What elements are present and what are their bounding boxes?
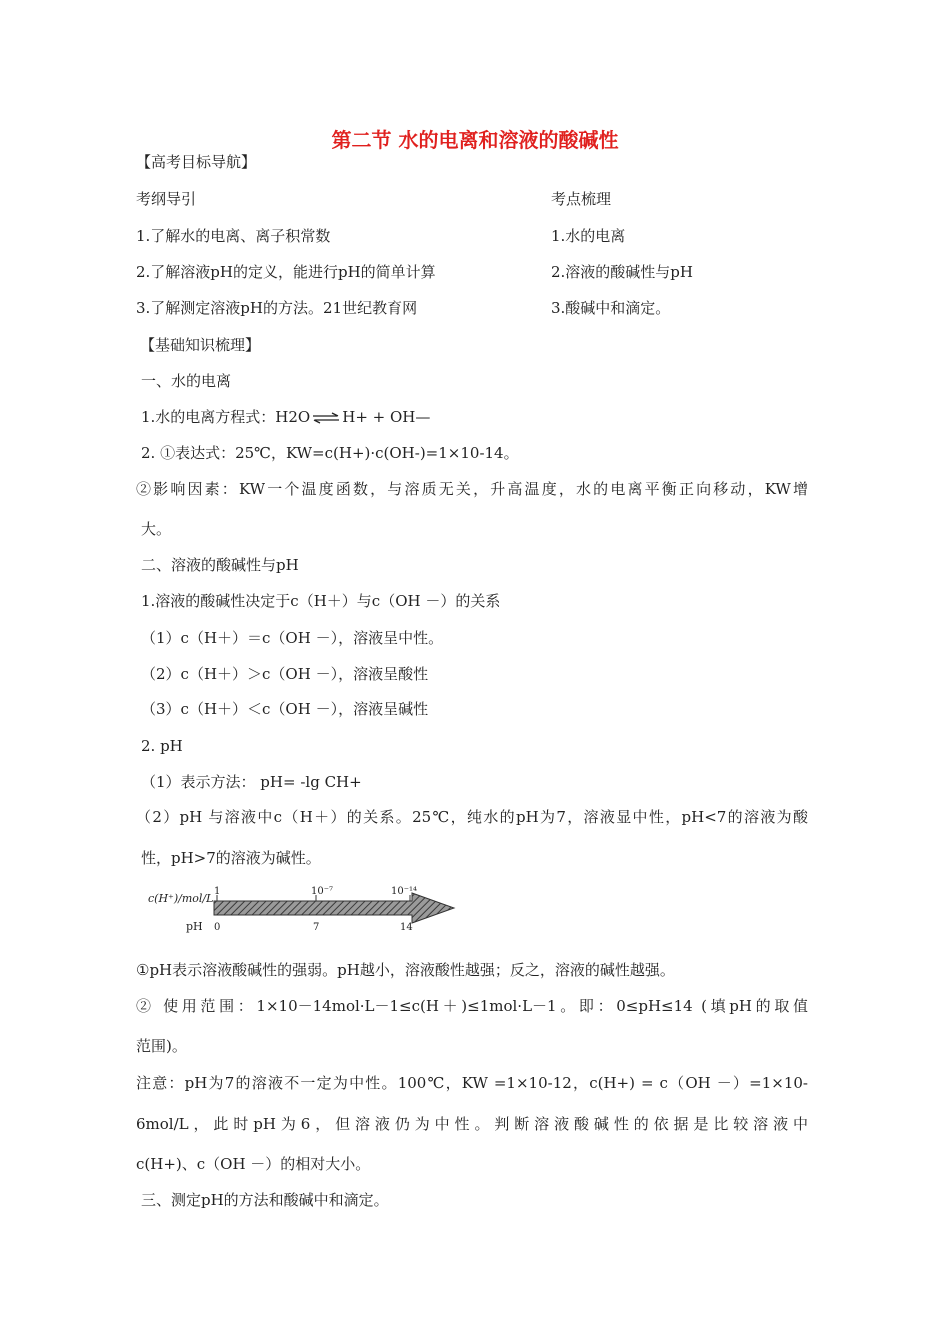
note-line-3: c(H+)、c（OH －）的相对大小。: [136, 1155, 371, 1173]
ph-tick-0: 0: [214, 922, 221, 933]
ch-tick-1: 1: [214, 886, 221, 897]
basic-heading: 【基础知识梳理】: [140, 336, 261, 354]
kw-factors-line-2: 大。: [141, 520, 172, 538]
left-item-2: 2.了解溶液pH的定义，能进行pH的简单计算: [136, 263, 436, 281]
kw-expression: 2. ①表达式：25℃，KW=c(H+)·c(OH-)=1×10-14。: [141, 444, 519, 462]
right-column-heading: 考点梳理: [551, 190, 612, 208]
ph-strength-note: ①pH表示溶液酸碱性的强弱。pH越小，溶液酸性越强；反之，溶液的碱性越强。: [136, 961, 675, 979]
ph-relation-line-2: 性，pH>7的溶液为碱性。: [141, 849, 321, 867]
kw-factors-line-1: ②影响因素：KW一个温度函数，与溶质无关，升高温度，水的电离平衡正向移动，KW增: [136, 480, 808, 498]
section-1-title: 一、水的电离: [141, 372, 232, 390]
ph-relation-line-1: （2）pH 与溶液中c（H＋）的关系。25℃，纯水的pH为7，溶液显中性，pH<7的溶液为酸: [136, 808, 808, 826]
ph-tick-7: 7: [313, 922, 320, 933]
ionization-equation: [141, 407, 430, 427]
ph-subheading: 2. pH: [141, 737, 183, 755]
section-2-title: 二、溶液的酸碱性与pH: [141, 556, 299, 574]
acidity-determinant: 1.溶液的酸碱性决定于c（H＋）与c（OH －）的关系: [141, 592, 501, 610]
page-title: 第二节 水的电离和溶液的酸碱性: [331, 128, 619, 152]
right-item-1: 1.水的电离: [551, 227, 626, 245]
ph-tick-14: 14: [400, 922, 413, 933]
ph-scale-arrow: [214, 893, 454, 923]
equilibrium-arrow-icon: [311, 412, 341, 424]
equation-right: H+ + OH—: [342, 408, 431, 426]
left-item-3: 3.了解测定溶液pH的方法。21世纪教育网: [136, 299, 418, 317]
left-item-1: 1.了解水的电离、离子积常数: [136, 227, 331, 245]
right-item-2: 2.溶液的酸碱性与pH: [551, 263, 693, 281]
neutral-condition: （1）c（H＋）＝c（OH －），溶液呈中性。: [141, 629, 444, 647]
equation-left: 1.水的电离方程式：H2O: [141, 408, 311, 426]
ph-definition: （1）表示方法： pH= -lg CH+: [141, 773, 362, 791]
left-column-heading: 考纲导引: [136, 190, 197, 208]
ch-axis-label: c(H⁺)/mol/L: [148, 892, 214, 905]
note-line-2: 6mol/L，此时pH为6，但溶液仍为中性。判断溶液酸碱性的依据是比较溶液中: [136, 1115, 808, 1133]
ch-tick-1e-14: 10⁻¹⁴: [391, 886, 418, 897]
ph-scale-diagram: [148, 884, 468, 934]
ch-tick-1e-7: 10⁻⁷: [311, 886, 334, 897]
ph-range-line-1: ② 使用范围：1×10－14mol·L－1≤c(H＋)≤1mol·L－1。即：0≤pH≤14 (填pH的取值: [136, 997, 808, 1015]
acidic-condition: （2）c（H＋）＞c（OH －），溶液呈酸性: [141, 665, 429, 683]
right-item-3: 3.酸碱中和滴定。: [551, 299, 671, 317]
ph-range-line-2: 范围)。: [136, 1037, 187, 1055]
nav-heading: 【高考目标导航】: [136, 153, 257, 171]
ph-axis-label: pH: [186, 920, 203, 933]
note-line-1: 注意：pH为7的溶液不一定为中性。100℃，KW =1×10-12，c(H+) = c（OH －）=1×10-: [136, 1074, 808, 1092]
section-3-title: 三、测定pH的方法和酸碱中和滴定。: [141, 1191, 389, 1209]
basic-condition: （3）c（H＋）＜c（OH －），溶液呈碱性: [141, 700, 429, 718]
